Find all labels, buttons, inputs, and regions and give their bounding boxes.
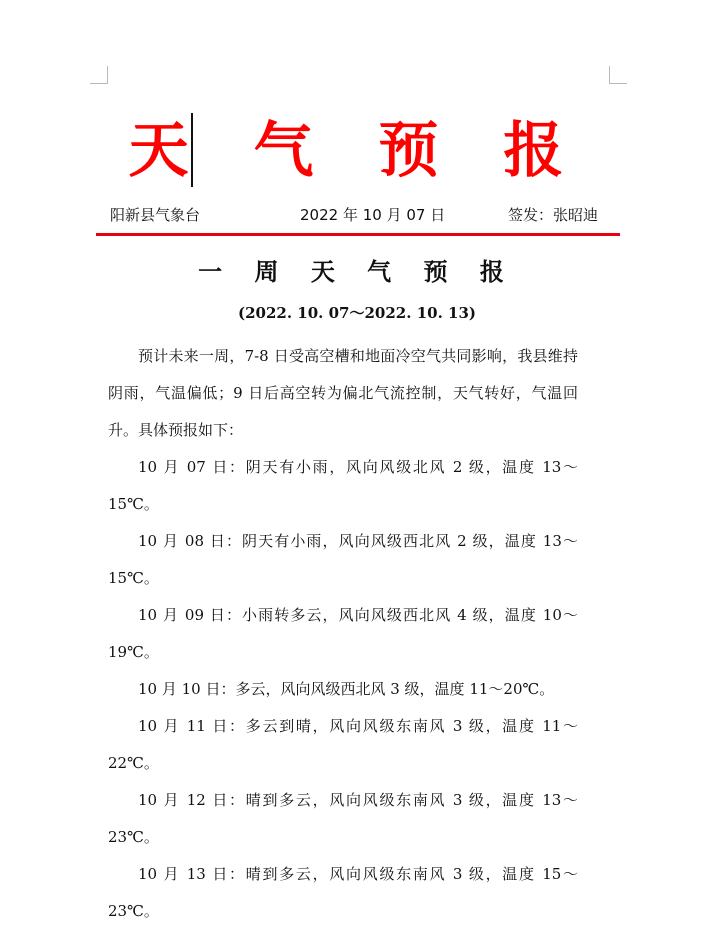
- document-title[interactable]: 一 周 天 气 预 报: [198, 258, 516, 286]
- page-corner-mark-top-left: [90, 66, 108, 84]
- issuer-text[interactable]: 阳新县气象台: [110, 206, 201, 224]
- date-range[interactable]: (2022. 10. 07～2022. 10. 13): [238, 304, 476, 322]
- intro-paragraph[interactable]: 预计未来一周，7-8 日受高空槽和地面冷空气共同影响，我县维持阴雨，气温偏低；9 日后高空转为偏北气流控制，天气转好，气温回升。具体预报如下：: [108, 347, 578, 439]
- page-corner-mark-top-right: [609, 66, 627, 84]
- forecast-day-7[interactable]: 10 月 13 日：晴到多云，风向风级东南风 3 级，温度 15～23℃。: [108, 865, 578, 920]
- forecast-day-4[interactable]: 10 月 10 日：多云，风向风级西北风 3 级，温度 11～20℃。: [138, 680, 555, 698]
- masthead-title[interactable]: 天 气 预 报: [128, 116, 586, 186]
- forecast-day-1[interactable]: 10 月 07 日：阴天有小雨，风向风级北风 2 级，温度 13～15℃。: [108, 458, 578, 513]
- document-body[interactable]: [108, 338, 578, 930]
- issue-date[interactable]: 2022 年 10 月 07 日: [300, 206, 446, 224]
- forecast-day-6[interactable]: 10 月 12 日：晴到多云，风向风级东南风 3 级，温度 13～23℃。: [108, 791, 578, 846]
- forecast-day-5[interactable]: 10 月 11 日：多云到晴，风向风级东南风 3 级，温度 11～22℃。: [108, 717, 578, 772]
- red-divider-line: [96, 233, 620, 236]
- forecast-day-3[interactable]: 10 月 09 日：小雨转多云，风向风级西北风 4 级，温度 10～19℃。: [108, 606, 578, 661]
- forecast-day-2[interactable]: 10 月 08 日：阴天有小雨，风向风级西北风 2 级，温度 13～15℃。: [108, 532, 578, 587]
- signer-text[interactable]: 签发：张昭迪: [508, 206, 599, 224]
